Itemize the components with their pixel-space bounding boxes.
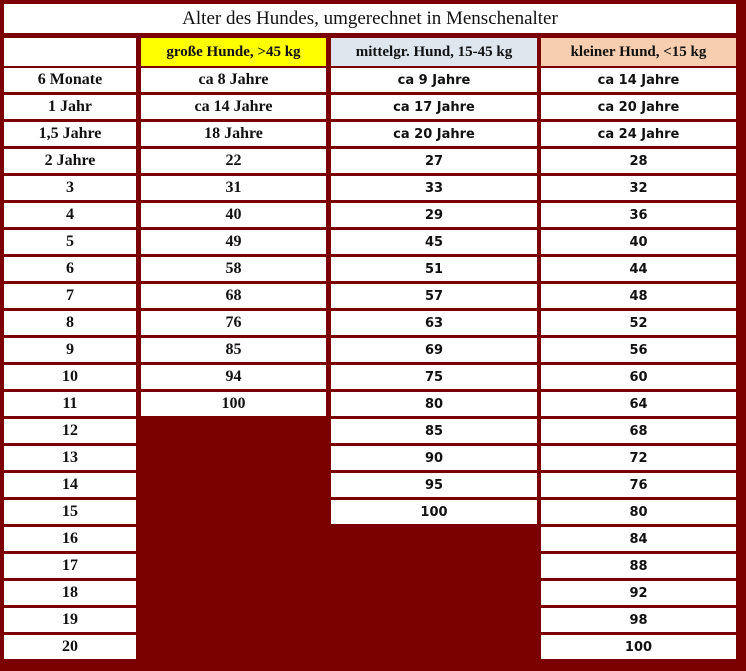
- cell-age: 11: [4, 392, 136, 416]
- cell-medium: 69: [331, 338, 537, 362]
- header-medium-dogs: mittelgr. Hund, 15-45 kg: [331, 38, 537, 66]
- cell-small: 98: [541, 608, 736, 632]
- cell-small: ca 20 Jahre: [541, 95, 736, 119]
- cell-age: 20: [4, 635, 136, 659]
- cell-age: 6: [4, 257, 136, 281]
- cell-large: 94: [141, 365, 326, 389]
- cell-small: 60: [541, 365, 736, 389]
- cell-small: 76: [541, 473, 736, 497]
- cell-medium: ca 17 Jahre: [331, 95, 537, 119]
- cell-large: 68: [141, 284, 326, 308]
- cell-age: 5: [4, 230, 136, 254]
- cell-small: 36: [541, 203, 736, 227]
- cell-medium: ca 20 Jahre: [331, 122, 537, 146]
- cell-age: 2 Jahre: [4, 149, 136, 173]
- cell-age: 6 Monate: [4, 68, 136, 92]
- cell-small: 40: [541, 230, 736, 254]
- cell-small: 84: [541, 527, 736, 551]
- header-large-dogs: große Hunde, >45 kg: [141, 38, 326, 66]
- cell-age: 1,5 Jahre: [4, 122, 136, 146]
- cell-medium: 45: [331, 230, 537, 254]
- cell-small: 52: [541, 311, 736, 335]
- cell-small: ca 24 Jahre: [541, 122, 736, 146]
- cell-age: 12: [4, 419, 136, 443]
- cell-large: 22: [141, 149, 326, 173]
- cell-small: 72: [541, 446, 736, 470]
- page-title: Alter des Hundes, umgerechnet in Menschenalter: [4, 4, 736, 33]
- cell-medium: 29: [331, 203, 537, 227]
- cell-medium: 75: [331, 365, 537, 389]
- cell-large: ca 8 Jahre: [141, 68, 326, 92]
- cell-small: 48: [541, 284, 736, 308]
- cell-medium: 80: [331, 392, 537, 416]
- cell-age: 4: [4, 203, 136, 227]
- header-small-dogs: kleiner Hund, <15 kg: [541, 38, 736, 66]
- cell-medium: 85: [331, 419, 537, 443]
- cell-small: 32: [541, 176, 736, 200]
- cell-age: 10: [4, 365, 136, 389]
- cell-small: 68: [541, 419, 736, 443]
- cell-age: 14: [4, 473, 136, 497]
- cell-medium: 33: [331, 176, 537, 200]
- cell-medium: 27: [331, 149, 537, 173]
- cell-large: 100: [141, 392, 326, 416]
- cell-medium: 100: [331, 500, 537, 524]
- cell-medium: 90: [331, 446, 537, 470]
- cell-medium: 51: [331, 257, 537, 281]
- cell-medium: 95: [331, 473, 537, 497]
- cell-small: 100: [541, 635, 736, 659]
- cell-age: 19: [4, 608, 136, 632]
- cell-large: ca 14 Jahre: [141, 95, 326, 119]
- cell-large: 40: [141, 203, 326, 227]
- cell-age: 7: [4, 284, 136, 308]
- cell-small: 56: [541, 338, 736, 362]
- cell-small: ca 14 Jahre: [541, 68, 736, 92]
- cell-small: 88: [541, 554, 736, 578]
- cell-large: 58: [141, 257, 326, 281]
- cell-small: 44: [541, 257, 736, 281]
- cell-age: 18: [4, 581, 136, 605]
- header-age: [4, 38, 136, 66]
- cell-small: 92: [541, 581, 736, 605]
- cell-small: 80: [541, 500, 736, 524]
- cell-age: 16: [4, 527, 136, 551]
- cell-small: 64: [541, 392, 736, 416]
- cell-medium: 63: [331, 311, 537, 335]
- cell-age: 3: [4, 176, 136, 200]
- cell-age: 17: [4, 554, 136, 578]
- cell-age: 13: [4, 446, 136, 470]
- cell-medium: 57: [331, 284, 537, 308]
- cell-age: 15: [4, 500, 136, 524]
- cell-large: 18 Jahre: [141, 122, 326, 146]
- cell-large: 76: [141, 311, 326, 335]
- cell-medium: ca 9 Jahre: [331, 68, 537, 92]
- cell-age: 1 Jahr: [4, 95, 136, 119]
- cell-large: 31: [141, 176, 326, 200]
- cell-large: 85: [141, 338, 326, 362]
- cell-age: 9: [4, 338, 136, 362]
- cell-large: 49: [141, 230, 326, 254]
- cell-age: 8: [4, 311, 136, 335]
- cell-small: 28: [541, 149, 736, 173]
